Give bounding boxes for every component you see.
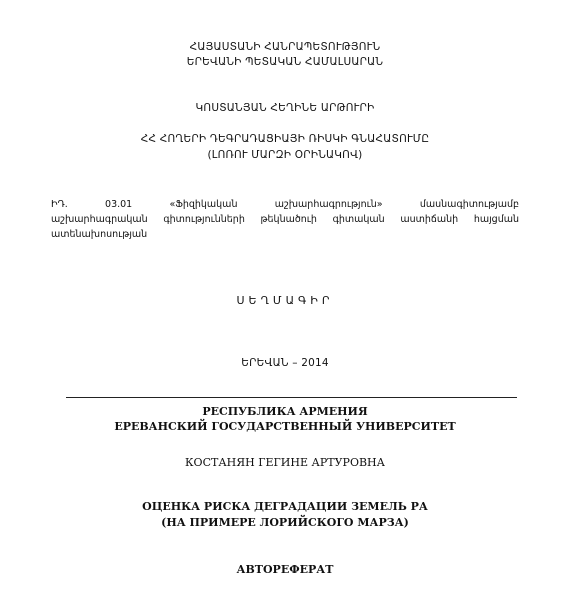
arm-document-type: ՍԵՂՄԱԳԻՐ (236, 294, 334, 307)
arm-title-line-1: ՀՀ ՀՈՂԵՐԻ ԴԵԳՐԱԴԱՑԻԱՅԻ ՌԻՍԿԻ ԳՆԱՀԱՏՈՒՄԸ (140, 133, 430, 145)
ru-title-line-2: (НА ПРИМЕРЕ ЛОРИЙСКОГО МАРЗА) (161, 516, 409, 529)
arm-title-line-2: (ԼՈՌՈՒ ՄԱՐԶԻ ՕՐԻՆԱԿՈՎ) (207, 149, 363, 161)
ru-title-line-1: ОЦЕНКА РИСКА ДЕГРАДАЦИИ ЗЕМЕЛЬ РА (142, 500, 428, 513)
ru-document-type: АВТОРЕФЕРАТ (236, 563, 334, 576)
arm-specialty-paragraph (51, 197, 519, 242)
section-divider (66, 397, 517, 398)
arm-city-year: ԵՐԵՎԱՆ – 2014 (241, 357, 329, 369)
arm-specialty-line-2: աշխարհագրական գիտությունների թեկնածուի գիտական աստիճանի հայցման (51, 214, 519, 225)
ru-republic-heading: РЕСПУБЛИКА АРМЕНИЯ (202, 405, 368, 418)
ru-university-heading: ЕРЕВАНСКИЙ ГОСУДАРСТВЕННЫЙ УНИВЕРСИТЕТ (114, 420, 456, 433)
arm-specialty-line-1: ԻԴ. 03.01 «Ֆիզիկական աշխարհագրություն» մասնագիտությամբ (51, 199, 519, 210)
arm-republic-heading: ՀԱՅԱՍՏԱՆԻ ՀԱՆՐԱՊԵՏՈՒԹՅՈՒՆ (189, 41, 381, 53)
ru-author-name: КОСТАНЯН ГЕГИНЕ АРТУРОВНА (185, 456, 385, 469)
arm-specialty-line-3: ատենախոսության (51, 229, 148, 240)
arm-university-heading: ԵՐԵՎԱՆԻ ՊԵՏԱԿԱՆ ՀԱՄԱԼՍԱՐԱՆ (186, 56, 384, 68)
arm-author-name: ԿՈՍՏԱՆՅԱՆ ՀԵՂԻՆԵ ԱՐԹՈՒՐԻ (195, 102, 375, 114)
